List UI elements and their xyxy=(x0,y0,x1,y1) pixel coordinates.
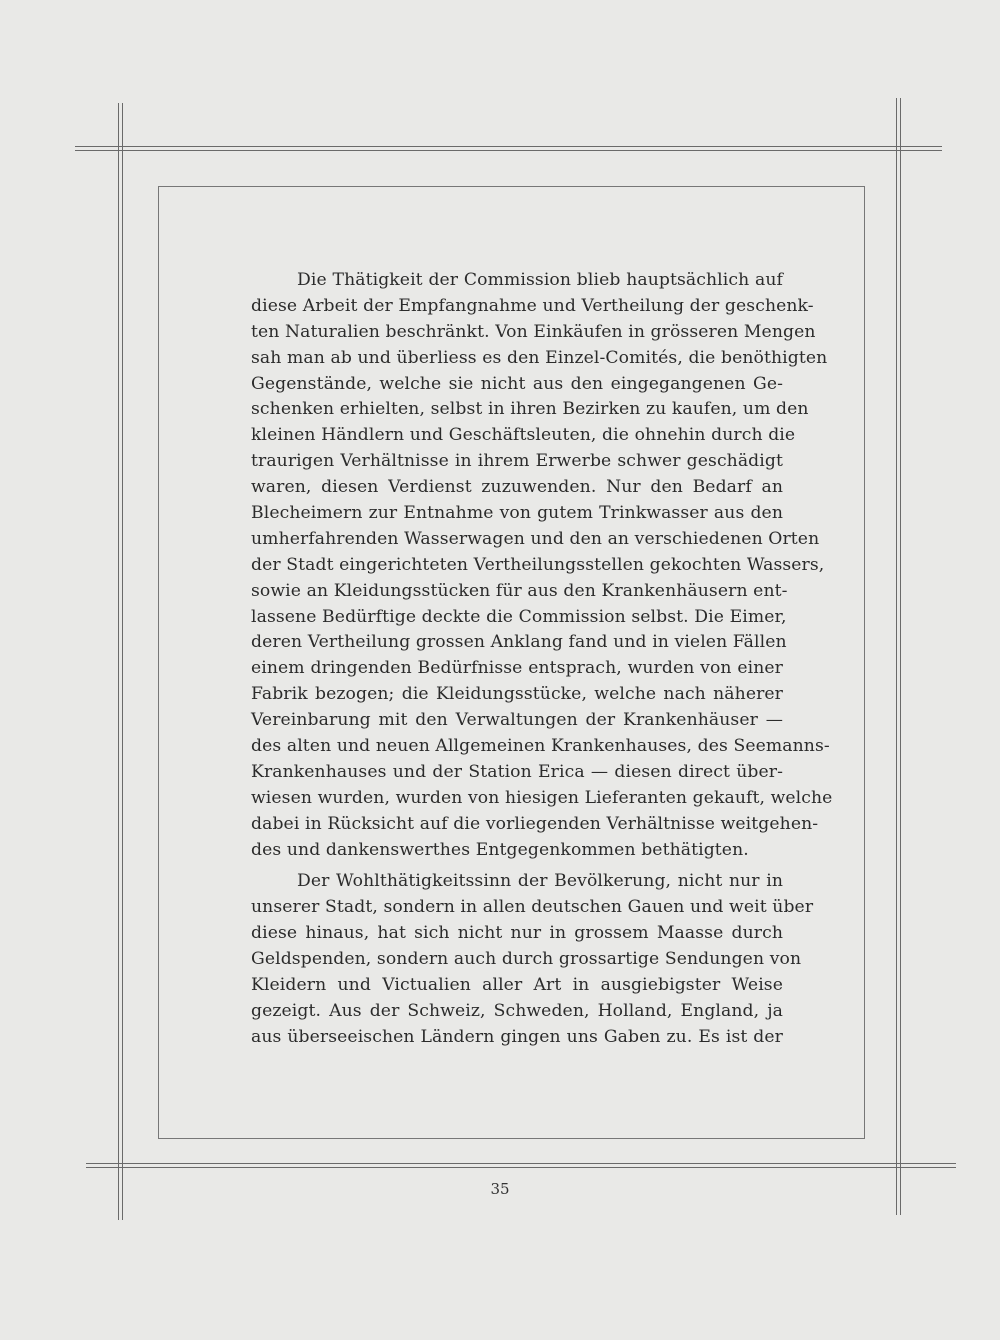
text-line: des und dankenswerthes Entgegenkommen bethätigten. xyxy=(251,839,749,860)
right-rule-outer xyxy=(896,98,897,1215)
left-rule-outer xyxy=(118,103,119,1220)
text-line: Fabrik bezogen; die Kleidungsstücke, welche nach näherer xyxy=(251,684,783,705)
text-line: diese Arbeit der Empfangnahme und Vertheilung der geschenk- xyxy=(251,295,814,316)
left-rule-inner xyxy=(122,103,123,1220)
text-line: diese hinaus, hat sich nicht nur in grossem Maasse durch xyxy=(251,923,783,944)
text-line: Der Wohlthätigkeitssinn der Bevölkerung, nicht nur in xyxy=(297,871,783,892)
text-line: einem dringenden Bedürfnisse entsprach, wurden von einer xyxy=(251,658,783,679)
text-line: kleinen Händlern und Geschäftsleuten, die ohnehin durch die xyxy=(251,425,796,446)
text-line: schenken erhielten, selbst in ihren Bezirken zu kaufen, um den xyxy=(251,399,809,420)
top-rule-inner xyxy=(75,150,942,151)
text-line: Vereinbarung mit den Verwaltungen der Krankenhäuser — xyxy=(251,710,783,731)
text-line: sowie an Kleidungsstücken für aus den Krankenhäusern ent- xyxy=(251,580,788,601)
text-line: Geldspenden, sondern auch durch grossartige Sendungen von xyxy=(251,949,802,970)
text-line: Kleidern und Victualien aller Art in ausgiebigster Weise xyxy=(251,975,783,996)
text-line: gezeigt. Aus der Schweiz, Schweden, Holland, England, ja xyxy=(251,1000,783,1021)
text-line: ten Naturalien beschränkt. Von Einkäufen in grösseren Mengen xyxy=(251,321,816,342)
body-text xyxy=(251,268,833,1051)
paragraph-1 xyxy=(251,268,833,863)
text-line: lassene Bedürftige deckte die Commission selbst. Die Eimer, xyxy=(251,606,787,627)
right-rule-inner xyxy=(900,98,901,1215)
text-line: Krankenhauses und der Station Erica — diesen direct über- xyxy=(251,761,783,782)
bottom-rule-outer xyxy=(86,1163,956,1164)
paragraph-2 xyxy=(251,869,814,1050)
text-line: der Stadt eingerichteten Vertheilungsstellen gekochten Wassers, xyxy=(251,554,825,575)
text-line: deren Vertheilung grossen Anklang fand und in vielen Fällen xyxy=(251,632,787,653)
page-number: 35 xyxy=(490,1180,510,1198)
text-line: Gegenstände, welche sie nicht aus den eingegangenen Ge- xyxy=(251,373,783,394)
top-rule-outer xyxy=(75,146,942,147)
text-line: umherfahrenden Wasserwagen und den an verschiedenen Orten xyxy=(251,528,820,549)
text-line: sah man ab und überliess es den Einzel-Comités, die benöthigten xyxy=(251,347,828,368)
text-line: wiesen wurden, wurden von hiesigen Lieferanten gekauft, welche xyxy=(251,787,833,808)
text-line: aus überseeischen Ländern gingen uns Gaben zu. Es ist der xyxy=(251,1026,783,1047)
text-line: unserer Stadt, sondern in allen deutschen Gauen und weit über xyxy=(251,897,814,918)
text-line: Die Thätigkeit der Commission blieb hauptsächlich auf xyxy=(297,270,783,290)
text-line: dabei in Rücksicht auf die vorliegenden Verhältnisse weitgehen- xyxy=(251,813,819,834)
bottom-rule-inner xyxy=(86,1167,956,1168)
text-line: traurigen Verhältnisse in ihrem Erwerbe schwer geschädigt xyxy=(251,451,783,472)
text-line: waren, diesen Verdienst zuzuwenden. Nur den Bedarf an xyxy=(251,477,783,498)
text-line: des alten und neuen Allgemeinen Krankenhauses, des Seemanns- xyxy=(251,736,830,757)
text-line: Blecheimern zur Entnahme von gutem Trinkwasser aus den xyxy=(251,503,783,524)
